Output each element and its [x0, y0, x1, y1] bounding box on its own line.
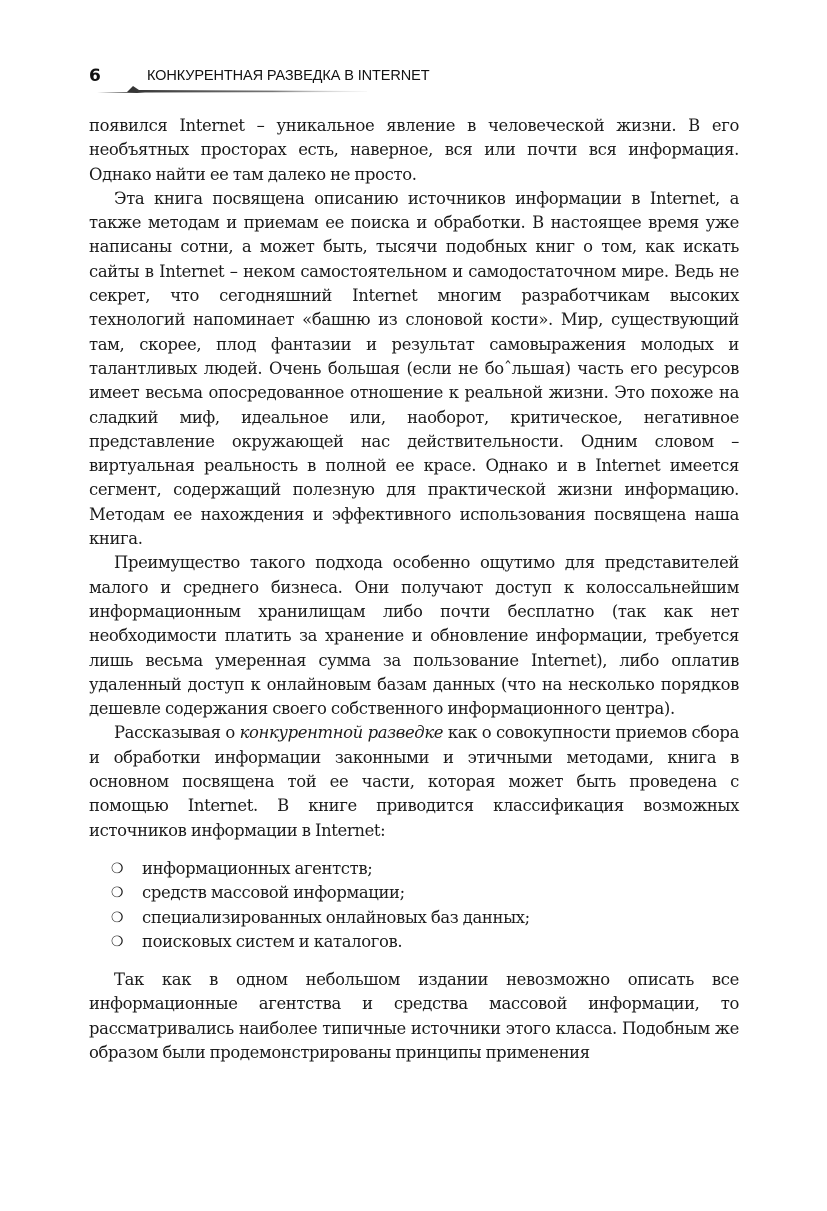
circle-bullet-icon: ❍	[111, 885, 124, 902]
header-decorative-rule	[97, 86, 367, 96]
paragraph-text: Рассказывая о	[114, 723, 240, 743]
running-title: КОНКУРЕНТНАЯ РАЗВЕДКА В INTERNET	[147, 68, 430, 84]
list-item-text: информационных агентств;	[142, 858, 373, 878]
paragraph: Так как в одном небольшом издании невозможно описать все информационные агентства и средства массовой информации, то рассматривались наиболее типичные источники этого класса. Подобным же образом были продемонстрированы принципы применения	[89, 970, 739, 1062]
paragraph: появился Internet – уникальное явление в человеческой жизни. В его необъятных просторах есть, наверное, вся или почти вся информация. Однако найти ее там далеко не просто.	[89, 116, 739, 184]
circle-bullet-icon: ❍	[111, 909, 124, 926]
list-item-text: средств массовой информации;	[142, 883, 405, 903]
list-item	[89, 906, 739, 930]
page-number: 6	[89, 66, 101, 86]
circle-bullet-icon: ❍	[111, 933, 124, 950]
source-list	[89, 857, 739, 954]
paragraph: Преимущество такого подхода особенно ощутимо для представителей малого и среднего бизнеса. Они получают доступ к колоссальнейшим информационным хранилищам либо почти бесплатно (так как нет необходимости платить за хранение и обновление информации, требуется лишь весьма умеренная сумма за пользование Internet), либо оплатив удаленный доступ к онлайновым базам данных (что на несколько порядков дешевле содержания своего собственного информационного центра).	[89, 553, 739, 719]
paragraph	[89, 721, 739, 842]
page-body	[89, 114, 739, 1065]
list-item	[89, 857, 739, 881]
list-item-text: специализированных онлайновых баз данных;	[142, 907, 530, 927]
page-header	[89, 64, 739, 98]
paragraph-text: как о совокупности приемов сбора и обработки информации законными и этичными методами, книга в основном посвящена той ее части, которая может быть проведена с помощью Internet. В книге приводится классификация возможных источников информации в Internet:	[89, 723, 739, 840]
italic-term: конкурентной разведке	[239, 723, 444, 743]
paragraph: Эта книга посвящена описанию источников информации в Internet, а также методам и приемам ее поиска и обработки. В настоящее время уже написаны сотни, а может быть, тысячи подобных книг о том, как искать сайты в Internet – неком самостоятельном и самодостаточном мире. Ведь не секрет, что сегодняшний Internet многим разработчикам высоких технологий напоминает «башню из слоновой кости». Мир, существующий там, скорее, плод фантазии и результат самовыражения молодых и талантливых людей. Очень большая (если не боˆльшая) часть его ресурсов имеет весьма опосредованное отношение к реальной жизни. Это похоже на сладкий миф, идеальное или, наоборот, критическое, негативное представление окружающей нас действительности. Одним словом – виртуальная реальность в полной ее красе. Однако и в Internet имеется сегмент, содержащий полезную для практической жизни информацию. Методам ее нахождения и эффективного использования посвящена наша книга.	[89, 188, 739, 549]
list-item	[89, 881, 739, 905]
circle-bullet-icon: ❍	[111, 860, 124, 877]
list-item	[89, 930, 739, 954]
list-item-text: поисковых систем и каталогов.	[142, 931, 403, 951]
